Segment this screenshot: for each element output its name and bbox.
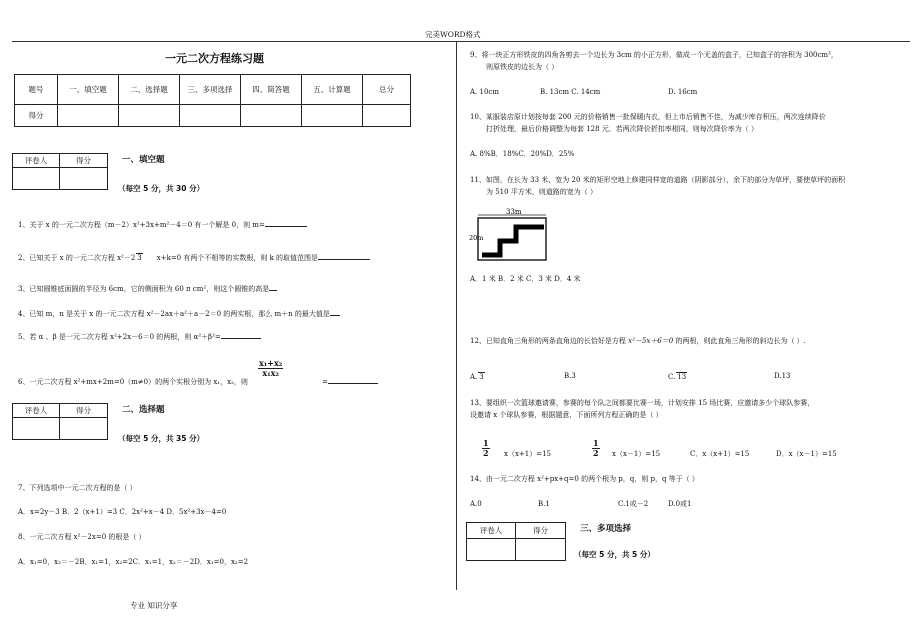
grader-input[interactable] [60,168,108,190]
equation: x²－5x＋6＝0 [628,337,674,345]
sqrt-term: 3 [137,254,142,262]
question-9-option: A. 10cm [470,88,499,96]
question-1: 1、关于 x 的一元二次方程（m－2）x²+3x+m²－4＝0 有一个解是 0，则 m= [18,221,307,230]
grader-box-2 [12,403,108,440]
question-6: 6、一元二次方程 x²+mx+2m=0（m≠0）的两个实根分别为 x₁，x₂，则 [18,378,248,386]
question-8-options: A．x₁=0，x₂＝－2B．x₁=1，x₂=2C．x₁=1，x₂＝－2D．x₁=0，x₂=2 [18,558,249,566]
grader-input[interactable] [516,539,566,561]
road-figure [466,206,556,264]
question-12-option: A. 3 [470,373,484,381]
fraction-numerator: x₁+x₂ [259,358,283,368]
answer-blank[interactable] [265,226,307,227]
grader-box-1 [12,153,108,190]
question-5: 5、若 α 、β 是一元二次方程 x²+2x－6＝0 的两根，则 α²＋β²= [18,333,261,342]
question-13-option-a-text: x（x+1）=15 [504,450,551,458]
section-3-points: （每空 5 分，共 5 分） [574,550,655,559]
grader-input[interactable] [13,168,60,190]
question-12-option: D.13 [774,372,791,380]
page-footer: 专业 知识分享 [130,601,178,610]
question-6-answer: = [322,378,378,387]
question-9-cont: 则原铁皮的边长为（ ） [486,63,559,71]
score-input[interactable] [180,105,241,127]
score-table [14,74,411,127]
fraction-q6 [258,358,283,378]
score-cell: 三、多项选择 [180,75,241,105]
question-11: 11、如图，在长为 33 米，宽为 20 米的矩形空地上修建同样宽的道路（阴影部分），余下的部分为草坪，要使草坪的面积 [470,176,846,184]
score-cell: 一、填空题 [58,75,119,105]
answer-blank[interactable] [328,383,378,384]
question-11-cont: 为 510 平方米，则道路的宽为（ ） [486,188,598,196]
question-12-option: B.3 [564,372,576,380]
grader-label: 评卷人 [13,154,60,168]
question-3: 3、已知圆锥底面圆的半径为 6cm，它的侧面积为 60 π cm²，则这个圆锥的高是 [18,285,277,294]
figure-width-label: 33m [506,208,522,216]
answer-blank[interactable] [269,290,277,291]
question-14-option: A.0 [470,500,482,508]
question-13-cont: 设邀请 x 个球队参赛，根据题意，下面所列方程正确的是（ ） [470,411,663,419]
figure-height-label: 20m [469,234,484,242]
grader-input[interactable] [60,418,108,440]
question-8: 8、一元二次方程 x²－2x=0 的根是（ ） [18,533,146,541]
score-cell: 二、选择题 [119,75,180,105]
question-2: 2、已知关于 x 的一元二次方程 x²－2 3 x+k=0 有两个不相等的实数根，则 k 的取值范围是 [18,253,370,263]
question-10: 10、某服装店原计划按每套 200 元的价格销售一批保暖内衣，但上市后销售不佳，为减少库存积压，两次连续降价 [470,113,826,121]
question-14-option: C.1或－2 [618,500,649,508]
sqrt-term: 13 [677,373,687,381]
question-12: 12、已知直角三角形的两条直角边的长恰好是方程 x²－5x＋6＝0 的两根，则此直角三角形的斜边长为（ ）. [470,337,806,345]
question-14: 14、由一元二次方程 x²+px+q=0 的两个根为 p，q，则 p，q 等于（ ） [470,475,699,483]
sqrt-term: 3 [479,373,484,381]
section-2-points: （每空 5 分，共 35 分） [118,434,205,443]
question-12-option: C. 13 [668,373,687,381]
grader-label: 评卷人 [467,523,516,539]
grader-label: 得分 [516,523,566,539]
question-13-option-d: D．x（x－1）=15 [776,450,837,458]
section-1-points: （每空 5 分，共 30 分） [118,184,205,193]
page-header: 完美WORD格式 [425,30,481,39]
grader-box-3 [466,522,566,561]
question-7-options: A．x=2y－3 B．2（x+1）=3 C．2x²+x－4 D．5x²+3x－4=0 [18,508,227,516]
question-10-cont: 打折处理，最后价格调整为每套 128 元．若两次降价折扣率相同，则每次降价率为（ ） [486,125,759,133]
question-14-option: B.1 [538,500,550,508]
question-13-option-a: $\frac{1}{2}$ [483,438,489,458]
grader-input[interactable] [467,539,516,561]
question-13: 13、要组织一次篮球邀请赛，参赛的每个队之间都要比赛一场，计划安排 15 场比赛，应邀请多少个球队参赛， [470,399,815,407]
score-cell: 五、计算题 [302,75,363,105]
page-title: 一元二次方程练习题 [165,52,264,65]
header-rule [12,41,910,42]
answer-blank[interactable] [318,259,370,260]
fraction-denominator: x₁x₂ [262,368,279,378]
question-9-option: D. 16cm [668,88,698,96]
score-input[interactable] [302,105,363,127]
question-14-option: D.0或1 [668,500,692,508]
score-cell: 四、简答题 [241,75,302,105]
grader-label: 评卷人 [13,404,60,418]
score-cell: 得分 [15,105,58,127]
column-divider [456,42,457,590]
question-13-option-b: $\frac{1}{2}$ [593,438,599,458]
grader-label: 得分 [60,154,108,168]
question-9: 9、将一块正方形铁皮的四角各剪去一个边长为 3cm 的小正方形，做成一个无盖的盒子，已知盒子的容积为 300cm³， [470,51,838,59]
question-13-option-b-text: x（x－1）=15 [612,450,661,458]
section-2-title: 二、选择题 [122,405,165,415]
section-1-title: 一、填空题 [122,155,165,165]
score-input[interactable] [58,105,119,127]
grader-input[interactable] [13,418,60,440]
answer-blank[interactable] [330,315,340,316]
score-input[interactable] [363,105,411,127]
question-11-options: A．1 米 B．2 米 C．3 米 D．4 米 [470,275,581,283]
question-13-option-c: C．x（x+1）=15 [690,450,750,458]
question-10-options: A. 8%B．18%C．20%D．25% [470,150,575,158]
question-7: 7、下列选项中一元二次方程的是（ ） [18,484,137,492]
score-cell: 总分 [363,75,411,105]
section-3-title: 三、多项选择 [580,524,632,534]
grader-label: 得分 [60,404,108,418]
answer-blank[interactable] [221,338,261,339]
score-input[interactable] [119,105,180,127]
question-9-option: B. 13cm C. 14cm [540,88,601,96]
question-4: 4、已知 m，n 是关于 x 的一元二次方程 x²－2ax＋a²＋a－2＝0 的两实根，那么 m＋n 的最大值是 [18,310,340,319]
score-input[interactable] [241,105,302,127]
score-cell: 题号 [15,75,58,105]
